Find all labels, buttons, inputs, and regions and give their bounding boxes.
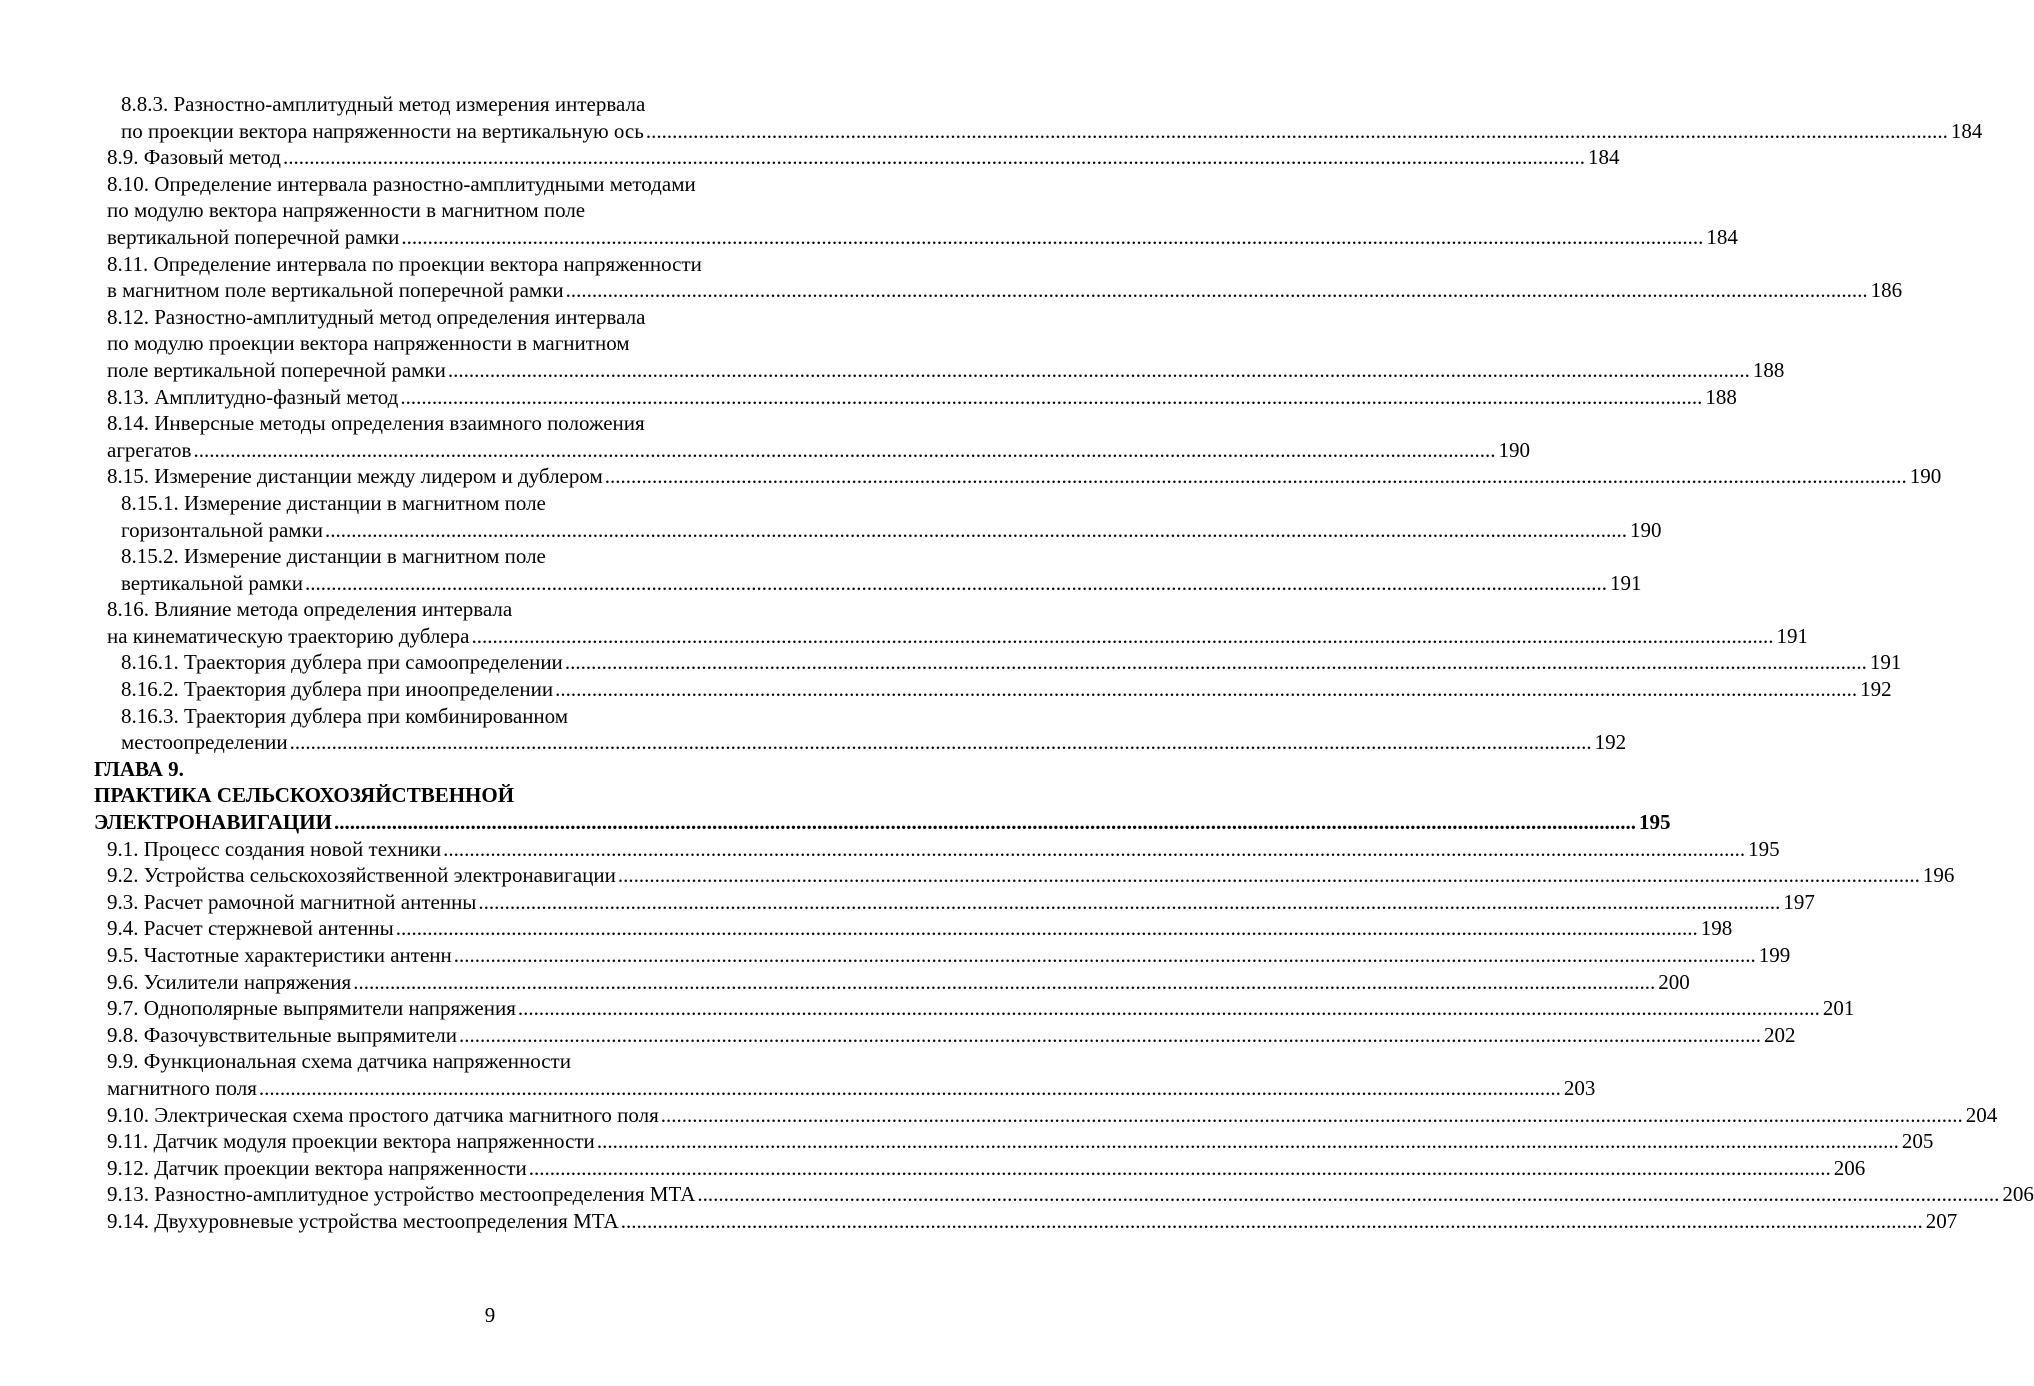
dot-leader xyxy=(459,1022,1761,1049)
dot-leader xyxy=(529,1155,1831,1182)
toc-entry-line-with-page xyxy=(94,862,1955,889)
toc-entry-text: 9.10. Электрическая схема простого датчика магнитного поля xyxy=(107,1102,659,1127)
toc-entry-text: 8.14. Инверсные методы определения взаимного положения xyxy=(107,411,645,436)
dot-leader xyxy=(325,517,1627,544)
dot-leader xyxy=(697,1181,1999,1208)
dot-leader xyxy=(401,224,1703,251)
toc-page-number: 206 xyxy=(2002,1182,2034,1207)
toc-entry-text: горизонтальной рамки xyxy=(121,517,324,542)
toc-page-number: 192 xyxy=(1860,677,1892,702)
toc-entry-line-with-page xyxy=(94,517,1662,544)
toc-page-number: 188 xyxy=(1752,357,1785,382)
toc-entry-line-with-page xyxy=(94,357,1785,384)
toc-entry xyxy=(94,144,1620,171)
toc-entry xyxy=(94,649,1902,676)
toc-page-number: 186 xyxy=(1870,278,1903,303)
toc-entry-text: 8.15.2. Измерение дистанции в магнитном поле xyxy=(121,544,546,569)
toc-page-number: 202 xyxy=(1763,1022,1796,1047)
toc-entry-text: 8.16.1. Траектория дублера при самоопределении xyxy=(121,650,563,675)
toc-entry xyxy=(94,384,1737,411)
toc-page-number: 203 xyxy=(1563,1075,1596,1100)
toc-entry-text: 8.16. Влияние метода определения интервала xyxy=(107,597,513,622)
toc-entry-text: 9.4. Расчет стержневой антенны xyxy=(107,916,394,941)
toc-entry-text: 8.10. Определение интервала разностно-амплитудными методами xyxy=(107,171,696,196)
dot-leader xyxy=(259,1075,1561,1102)
toc-entry-text: 8.16.3. Траектория дублера при комбинированном xyxy=(121,703,569,728)
toc-entry xyxy=(94,862,1955,889)
toc-entry xyxy=(94,1208,1958,1235)
toc-entry-line-with-page xyxy=(94,942,1791,969)
toc-entry xyxy=(94,1022,1796,1049)
toc-page-number: 184 xyxy=(1950,118,1983,143)
toc-entry-text: местоопределении xyxy=(121,730,288,755)
toc-entry-line-with-page xyxy=(94,915,1733,942)
toc-entry-text: по модулю вектора напряженности в магнитном поле xyxy=(107,198,586,223)
toc-page-number: 195 xyxy=(1638,810,1671,835)
toc-entry-text: 8.15.1. Измерение дистанции в магнитном поле xyxy=(121,490,546,515)
toc-entry xyxy=(94,942,1791,969)
dot-leader xyxy=(448,357,1750,384)
toc-page-number: 206 xyxy=(1833,1155,1866,1180)
toc-entry xyxy=(94,836,1780,863)
dot-leader xyxy=(566,277,1868,304)
toc-entry xyxy=(94,596,1808,649)
toc-entry-text: 9.3. Расчет рамочной магнитной антенны xyxy=(107,889,477,914)
toc-entry xyxy=(94,1128,1934,1155)
toc-page-number: 190 xyxy=(1498,437,1530,462)
toc-entry-text: магнитного поля xyxy=(107,1075,257,1100)
toc-entry-line-with-page xyxy=(94,1208,1958,1235)
toc-entry-text: 9.1. Процесс создания новой техники xyxy=(107,836,442,861)
toc-entry xyxy=(94,889,1815,916)
toc-entry-line-with-page xyxy=(94,623,1808,650)
toc-entry xyxy=(94,915,1733,942)
dot-leader xyxy=(472,623,1774,650)
dot-leader xyxy=(565,649,1867,676)
toc-entry-text: 8.12. Разностно-амплитудный метод определения интервала xyxy=(107,304,646,329)
toc-entry xyxy=(94,410,1530,463)
toc-entry-line-with-page xyxy=(94,1022,1796,1049)
toc-entry-text: 8.15. Измерение дистанции между лидером и дублером xyxy=(107,464,603,489)
toc-entry-line-with-page xyxy=(94,836,1780,863)
toc-entry-text: вертикальной рамки xyxy=(121,570,303,595)
toc-page-number: 191 xyxy=(1609,570,1642,595)
toc-entry xyxy=(94,543,1642,596)
toc-entry-text: 9.12. Датчик проекции вектора напряженности xyxy=(107,1155,527,1180)
dot-leader xyxy=(290,729,1592,756)
toc-entry-line-with-page xyxy=(94,649,1902,676)
dot-leader xyxy=(605,463,1907,490)
toc-page-number: 207 xyxy=(1925,1208,1958,1233)
toc-entry-text: 8.9. Фазовый метод xyxy=(107,145,281,170)
toc-page-number: 184 xyxy=(1706,224,1738,249)
toc-entry-line-with-page xyxy=(94,995,1855,1022)
toc-page-number: 196 xyxy=(1922,863,1955,888)
toc-entry-text: 9.8. Фазочувствительные выпрямители xyxy=(107,1022,457,1047)
toc-page-number: 190 xyxy=(1909,464,1942,489)
toc-page-number: 197 xyxy=(1783,889,1815,914)
toc-entry-text: по модулю проекции вектора напряженности в магнитном xyxy=(107,331,630,356)
dot-leader xyxy=(334,809,1636,836)
toc-page-number: 191 xyxy=(1869,650,1902,675)
dot-leader xyxy=(443,836,1745,863)
toc-entry xyxy=(94,171,1738,251)
toc-entry-line-with-page xyxy=(94,969,1690,996)
page-number: 9 xyxy=(484,1303,496,1327)
toc-entry-line-with-page xyxy=(94,463,1942,490)
dot-leader xyxy=(454,942,1756,969)
toc-page-number: 191 xyxy=(1776,623,1808,648)
toc-page-number: 199 xyxy=(1758,943,1791,967)
toc-entry-text: 8.13. Амплитудно-фазный метод xyxy=(107,384,399,409)
dot-leader xyxy=(555,676,1857,703)
dot-leader xyxy=(396,915,1698,942)
toc-entry xyxy=(94,91,1983,144)
toc-entry-line-with-page xyxy=(94,1102,1998,1129)
toc-entry-line-with-page xyxy=(94,277,1903,304)
toc-page-number: 184 xyxy=(1587,145,1620,170)
toc-entry xyxy=(94,995,1855,1022)
toc-entry-line-with-page xyxy=(94,676,1892,703)
toc-entry-text: 9.5. Частотные характеристики антенн xyxy=(107,943,452,967)
toc-entry-text: по проекции вектора напряженности на вертикальную ось xyxy=(121,118,644,143)
toc-page-number: 190 xyxy=(1630,517,1662,542)
dot-leader xyxy=(305,570,1607,597)
toc-entry-line-with-page xyxy=(94,118,1983,145)
toc-entry-text: 9.6. Усилители напряжения xyxy=(107,969,352,994)
toc-entry-text: 9.14. Двухуровневые устройства местоопределения МТА xyxy=(107,1208,619,1233)
toc-entry-text: поле вертикальной поперечной рамки xyxy=(107,357,446,382)
toc-entry-line-with-page xyxy=(94,570,1642,597)
dot-leader xyxy=(283,144,1585,171)
toc-entry-text: на кинематическую траекторию дублера xyxy=(107,623,470,648)
toc-entry-line-with-page xyxy=(94,1128,1934,1155)
toc-entry xyxy=(94,703,1627,756)
toc-entry-line-with-page xyxy=(94,1075,1596,1102)
dot-leader xyxy=(646,118,1948,145)
toc-entry-text: агрегатов xyxy=(107,437,192,462)
toc-entry xyxy=(94,676,1892,703)
toc-entry-text: 8.11. Определение интервала по проекции вектора напряженности xyxy=(107,251,702,276)
toc-entry-text: ЭЛЕКТРОНАВИГАЦИИ xyxy=(94,810,332,835)
toc-entry-line-with-page xyxy=(94,889,1815,916)
toc-entry xyxy=(94,969,1690,996)
toc-chapter-heading xyxy=(94,756,1671,836)
dot-leader xyxy=(621,1208,1923,1235)
toc-entry xyxy=(94,1102,1998,1129)
toc-entry-text: вертикальной поперечной рамки xyxy=(107,224,400,249)
table-of-contents xyxy=(94,91,2034,1235)
toc-entry xyxy=(94,490,1662,543)
toc-entry-line-with-page xyxy=(94,729,1627,756)
toc-entry xyxy=(94,463,1942,490)
toc-page-number: 204 xyxy=(1965,1102,1998,1127)
toc-entry-line-with-page xyxy=(94,809,1671,836)
dot-leader xyxy=(618,862,1920,889)
toc-page-number: 198 xyxy=(1700,916,1733,941)
toc-page-number: 205 xyxy=(1901,1129,1934,1154)
toc-entry-line-with-page xyxy=(94,1155,1866,1182)
toc-page-number: 192 xyxy=(1594,730,1627,755)
dot-leader xyxy=(400,384,1702,411)
toc-page-number: 195 xyxy=(1748,836,1780,861)
toc-page-number: 188 xyxy=(1705,384,1737,409)
toc-entry xyxy=(94,304,1785,384)
toc-entry-text: 9.11. Датчик модуля проекции вектора напряженности xyxy=(107,1129,595,1154)
toc-entry xyxy=(94,251,1903,304)
dot-leader xyxy=(518,995,1820,1022)
toc-entry-line-with-page xyxy=(94,1181,2034,1208)
toc-entry-line-with-page xyxy=(94,224,1738,251)
dot-leader xyxy=(597,1128,1899,1155)
toc-page-number: 201 xyxy=(1822,996,1855,1021)
toc-entry-text: 9.9. Функциональная схема датчика напряженности xyxy=(107,1049,571,1074)
toc-entry-text: 8.16.2. Траектория дублера при иноопределении xyxy=(121,677,554,702)
toc-entry-line-with-page xyxy=(94,384,1737,411)
dot-leader xyxy=(193,437,1495,464)
toc-entry xyxy=(94,1048,1596,1101)
dot-leader xyxy=(353,969,1655,996)
toc-entry-line-with-page xyxy=(94,144,1620,171)
toc-entry-text: в магнитном поле вертикальной поперечной рамки xyxy=(107,278,564,303)
toc-entry-text: 9.2. Устройства сельскохозяйственной электронавигации xyxy=(107,863,616,888)
toc-entry xyxy=(94,1181,2034,1208)
toc-entry-text: ГЛАВА 9. xyxy=(94,756,184,781)
dot-leader xyxy=(478,889,1780,916)
toc-entry-text: ПРАКТИКА СЕЛЬСКОХОЗЯЙСТВЕННОЙ xyxy=(94,783,515,808)
dot-leader xyxy=(661,1102,1963,1129)
toc-page-number: 200 xyxy=(1658,969,1690,994)
toc-entry-line-with-page xyxy=(94,437,1530,464)
toc-entry-text: 9.7. Однополярные выпрямители напряжения xyxy=(107,996,516,1021)
toc-entry-text: 8.8.3. Разностно-амплитудный метод измерения интервала xyxy=(121,92,646,116)
toc-entry-text: 9.13. Разностно-амплитудное устройство местоопределения МТА xyxy=(107,1182,696,1207)
toc-entry xyxy=(94,1155,1866,1182)
